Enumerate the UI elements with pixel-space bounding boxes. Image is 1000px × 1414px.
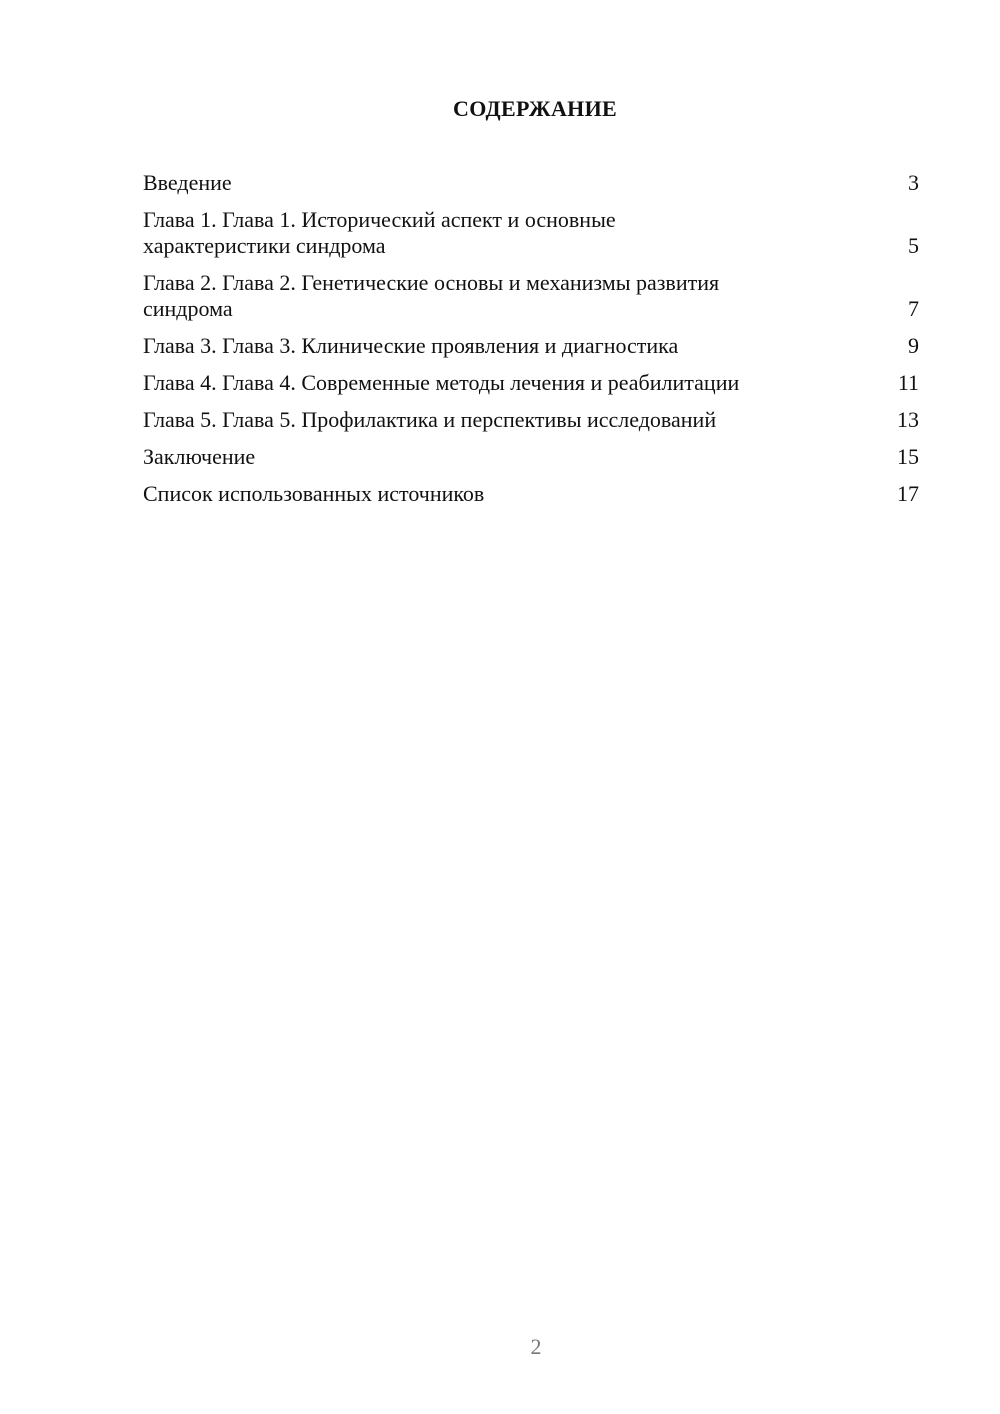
toc-entry-conclusion[interactable] <box>143 444 919 470</box>
toc-entry-page: 5 <box>908 233 919 258</box>
toc-entry-page: 17 <box>897 481 919 506</box>
toc-entry-title: Глава 5. Глава 5. Профилактика и перспективы исследований <box>143 407 717 432</box>
toc-entry-page: 13 <box>897 407 919 432</box>
toc-entry-chapter-4[interactable] <box>143 370 919 396</box>
toc-entry-title: Глава 1. Глава 1. Исторический аспект и основные характеристики синдрома <box>143 207 616 258</box>
toc-entry-page: 3 <box>908 170 919 195</box>
toc-entry-chapter-3[interactable] <box>143 333 919 359</box>
toc-entry-references[interactable] <box>143 481 919 507</box>
toc-entry-title: Заключение <box>143 444 256 469</box>
toc-entry-chapter-2[interactable] <box>143 270 919 322</box>
toc-entry-chapter-5[interactable] <box>143 407 919 433</box>
toc-entry-title: Глава 2. Глава 2. Генетические основы и механизмы развития синдрома <box>143 270 720 321</box>
toc-entry-title: Список использованных источников <box>143 481 485 506</box>
page-number: 2 <box>530 1334 542 1359</box>
toc-entry-page: 9 <box>908 333 919 358</box>
table-of-contents <box>143 170 919 518</box>
toc-entry-page: 7 <box>908 296 919 321</box>
toc-entry-page: 11 <box>897 370 919 395</box>
page-title: СОДЕРЖАНИЕ <box>453 96 617 121</box>
toc-entry-introduction[interactable] <box>143 170 919 196</box>
toc-entry-page: 15 <box>897 444 919 469</box>
toc-entry-title: Глава 4. Глава 4. Современные методы лечения и реабилитации <box>143 370 740 395</box>
toc-entry-chapter-1[interactable] <box>143 207 919 259</box>
toc-entry-title: Глава 3. Глава 3. Клинические проявления и диагностика <box>143 333 679 358</box>
toc-entry-title: Введение <box>143 170 232 195</box>
